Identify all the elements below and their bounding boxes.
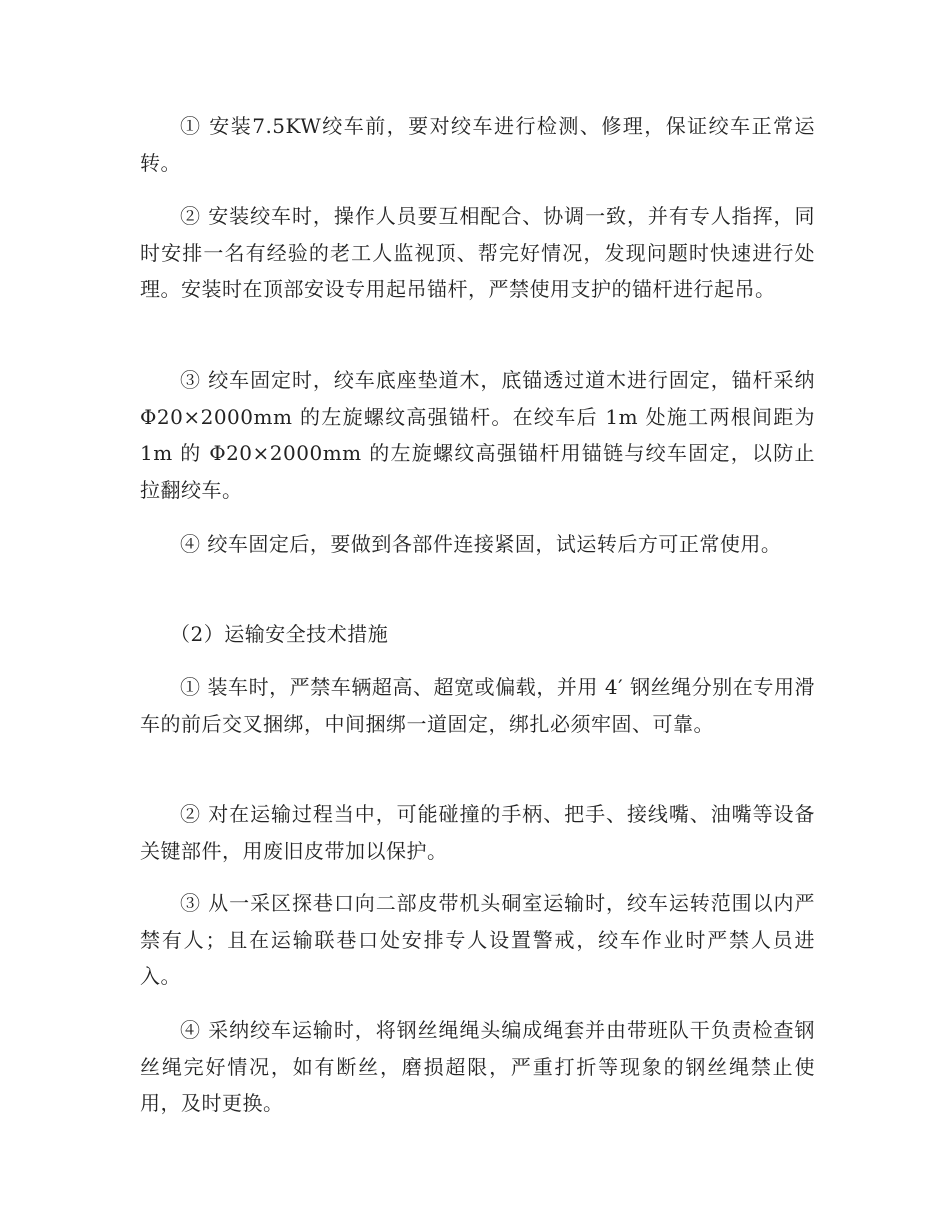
paragraph-install-check: ① 安装7.5KW绞车前，要对绞车进行检测、修理，保证绞车正常运转。 (140, 114, 815, 175)
section-heading-transport-safety: （2）运输安全技术措施 (170, 622, 389, 646)
paragraph-install-coordination: ② 安装绞车时，操作人员要互相配合、协调一致，并有专人指挥，同时安排一名有经验的老工人监视顶、帮完好情况，发现问题时快速进行处理。安装时在顶部安设专用起吊锚杆，严禁使用支护的锚杆进行起吊。 (140, 204, 815, 301)
paragraph-protection: ② 对在运输过程当中，可能碰撞的手柄、把手、接线嘴、油嘴等设备关键部件，用废旧皮带加以保护。 (140, 802, 815, 863)
paragraph-after-fixing: ④ 绞车固定后，要做到各部件连接紧固，试运转后方可正常使用。 (180, 532, 782, 556)
paragraph-loading: ① 装车时，严禁车辆超高、超宽或偏载，并用 4′ 钢丝绳分别在专用滑车的前后交叉捆绑，中间捆绑一道固定，绑扎必须牢固、可靠。 (140, 675, 815, 736)
paragraph-transport-route: ③ 从一采区探巷口向二部皮带机头硐室运输时，绞车运转范围以内严禁有人；且在运输联巷口处安排专人设置警戒，绞车作业时严禁人员进入。 (140, 891, 815, 988)
paragraph-winch-fixing: ③ 绞车固定时，绞车底座垫道木，底锚透过道木进行固定，锚杆采纳 Φ20×2000mm 的左旋螺纹高强锚杆。在绞车后 1m 处施工两根间距为 1m 的 Φ20×2000mm 的左旋螺纹高强锚杆用锚链与绞车固定，以防止拉翻绞车。 (140, 368, 815, 502)
paragraph-wire-rope-check: ④ 采纳绞车运输时，将钢丝绳绳头编成绳套并由带班队干负责检查钢丝绳完好情况，如有断丝，磨损超限，严重打折等现象的钢丝绳禁止使用，及时更换。 (140, 1018, 815, 1115)
